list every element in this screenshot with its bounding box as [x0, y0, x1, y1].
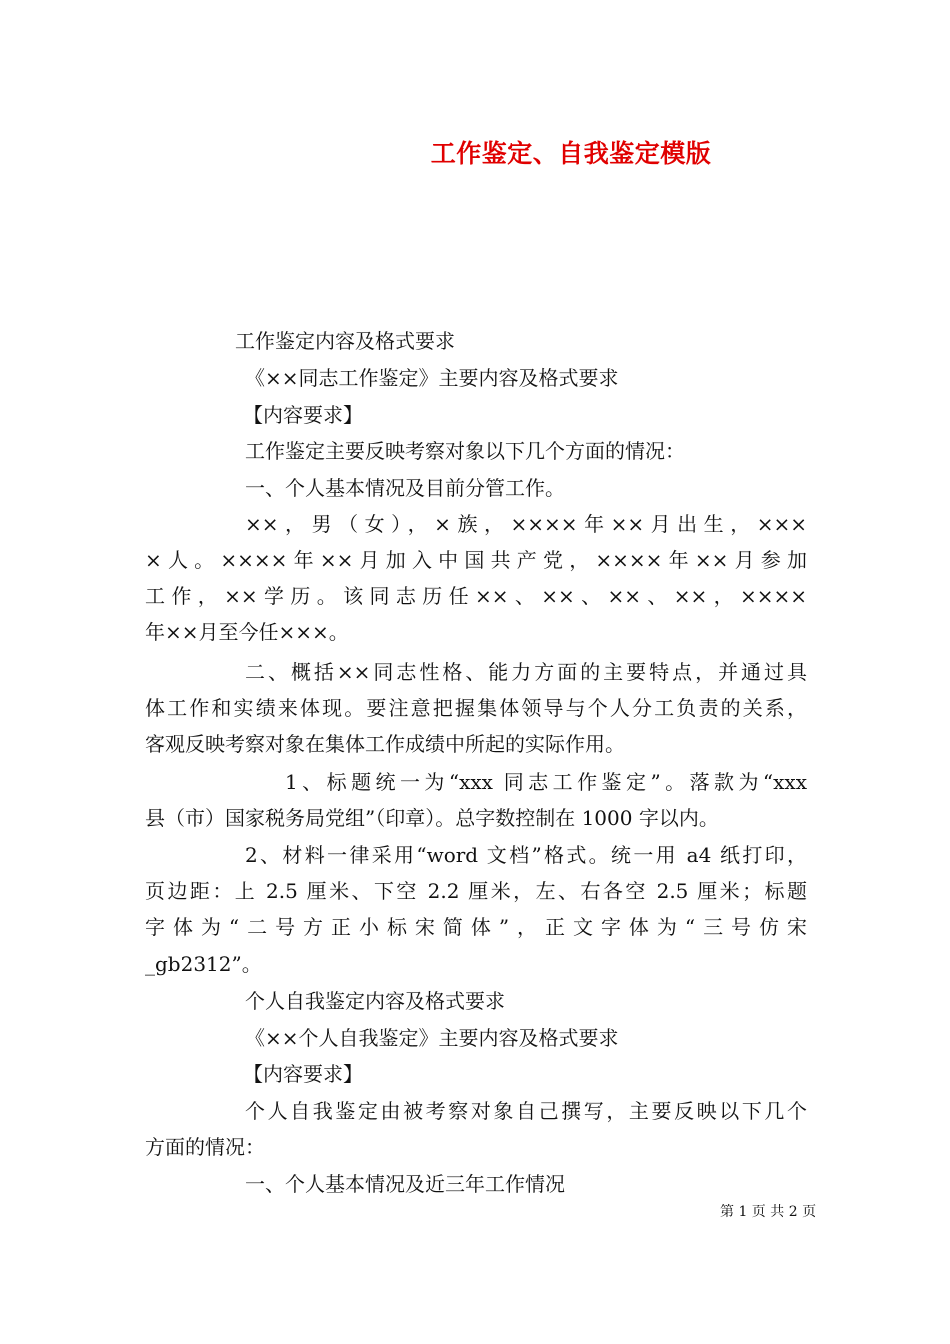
paragraph-line: 年××月至今任×××。 — [145, 620, 349, 644]
paragraph-line: 2、材料一律采用“word 文档”格式。统一用 a4 纸打印， — [245, 843, 807, 867]
section-one-heading: 一、个人基本情况及近三年工作情况 — [245, 1172, 565, 1196]
paragraph-line: 二、概括××同志性格、能力方面的主要特点，并通过具 — [245, 660, 807, 684]
paragraph-line: 页边距：上 2.5 厘米、下空 2.2 厘米，左、右各空 2.5 厘米；标题 — [145, 879, 807, 903]
heading-self-appraisal: 个人自我鉴定内容及格式要求 — [245, 989, 505, 1013]
paragraph-line: 县（市）国家税务局党组”（印章）。总字数控制在 1000 字以内。 — [145, 806, 719, 830]
paragraph-line: 方面的情况： — [145, 1135, 265, 1159]
paragraph-line: 体工作和实绩来体现。要注意把握集体领导与个人分工负责的关系， — [145, 696, 807, 720]
paragraph-line: 个人自我鉴定由被考察对象自己撰写，主要反映以下几个 — [245, 1099, 807, 1123]
paragraph-line: _gb2312”。 — [145, 952, 262, 976]
paragraph-line: ×人。××××年××月加入中国共产党，××××年××月参加 — [145, 548, 807, 572]
section-one-heading: 一、个人基本情况及目前分管工作。 — [245, 476, 565, 500]
subheading-self-appraisal: 《××个人自我鉴定》主要内容及格式要求 — [245, 1026, 619, 1050]
page-number-footer: 第 1 页 共 2 页 — [720, 1204, 817, 1220]
paragraph-line: 工作，××学历。该同志历任××、××、××、××，×××× — [145, 584, 807, 608]
paragraph-line: 客观反映考察对象在集体工作成绩中所起的实际作用。 — [145, 732, 625, 756]
document-title: 工作鉴定、自我鉴定模版 — [430, 139, 712, 168]
heading-work-appraisal: 工作鉴定内容及格式要求 — [235, 329, 455, 353]
paragraph-line: 1、标题统一为“xxx 同志工作鉴定”。落款为“xxx — [285, 770, 807, 794]
subheading-work-appraisal: 《××同志工作鉴定》主要内容及格式要求 — [245, 366, 619, 390]
content-requirements-label: 【内容要求】 — [243, 403, 363, 427]
paragraph-line: ××，男（女），×族，××××年××月出生，××× — [245, 512, 807, 536]
content-requirements-label: 【内容要求】 — [243, 1062, 363, 1086]
paragraph-line: 工作鉴定主要反映考察对象以下几个方面的情况： — [245, 439, 685, 463]
paragraph-line: 字体为“二号方正小标宋简体”，正文字体为“三号仿宋 — [145, 915, 807, 939]
